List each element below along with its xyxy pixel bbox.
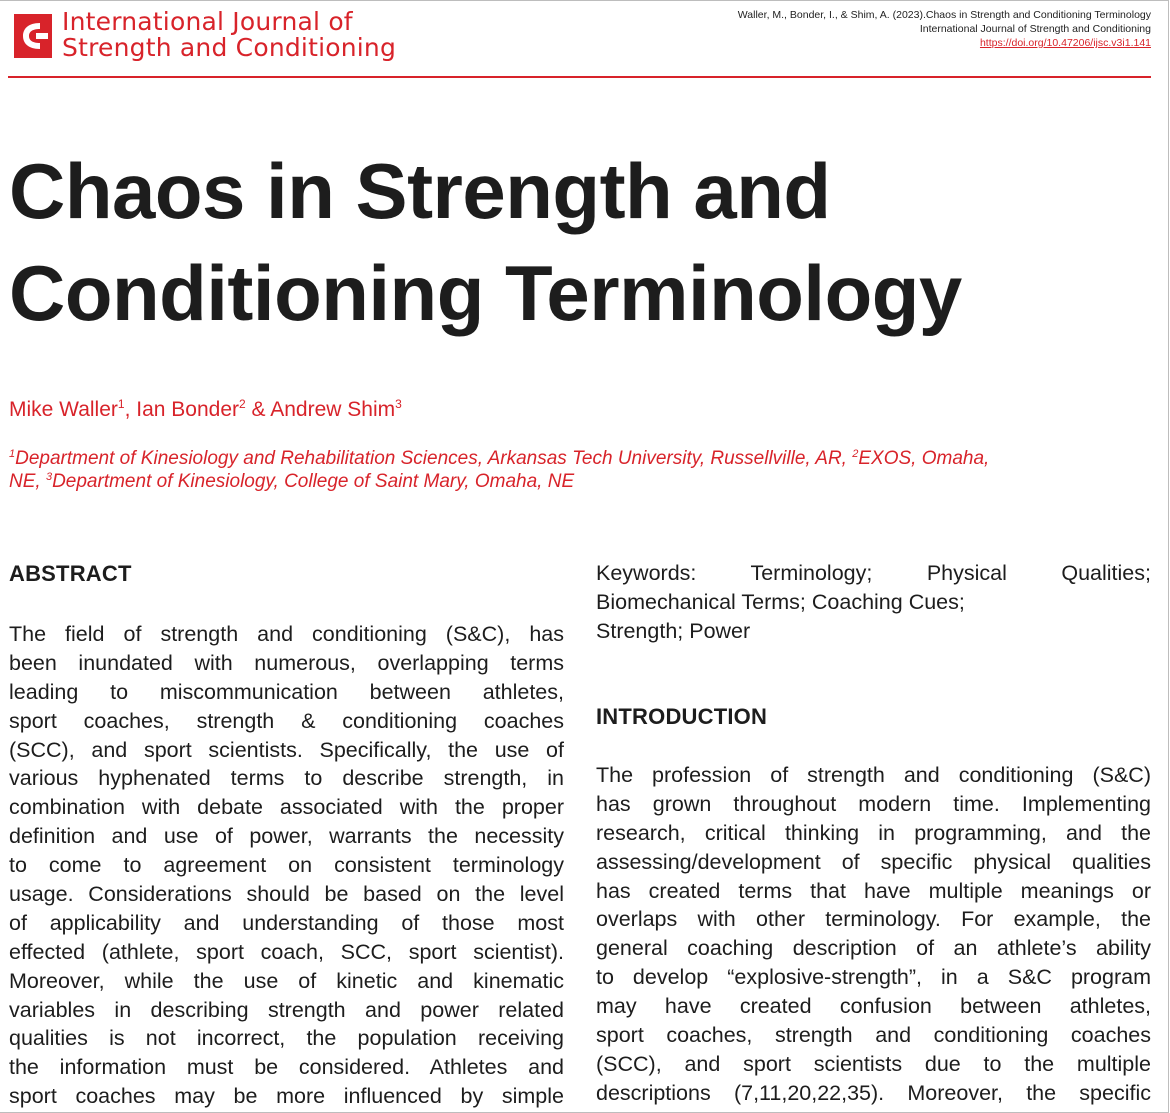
paragraph-line: variables in describing strength and power related — [9, 997, 564, 1022]
citation-block — [738, 8, 1151, 50]
paragraph-line: definition and use of power, warrants the necessity — [9, 824, 564, 849]
introduction-heading: INTRODUCTION — [596, 704, 768, 729]
journal-name-line1: International Journal of — [62, 7, 353, 36]
article-title — [9, 140, 962, 344]
paragraph-line: effected (athlete, sport coach, SCC, sport scientist). — [9, 939, 564, 964]
keywords-line3: Strength; Power — [596, 618, 751, 643]
author-separator: & — [245, 398, 271, 421]
paragraph-line: (SCC), and sport scientists. Specifically, the use of — [9, 737, 564, 762]
affiliation-mark: 1 — [9, 448, 16, 460]
keywords-block — [596, 559, 1151, 646]
author-list — [9, 396, 402, 424]
introduction-body — [596, 761, 1151, 1108]
paragraph-line: sport coaches, strength & conditioning coaches — [9, 708, 564, 733]
paragraph-line: to come to agreement on consistent terminology — [9, 853, 564, 878]
paragraph-line: The profession of strength and conditioning (S&C) — [596, 763, 1151, 787]
citation-line1: Waller, M., Bonder, I., & Shim, A. (2023).Chaos in Strength and Conditioning Terminology — [737, 9, 1151, 21]
paragraph-line: been inundated with numerous, overlapping terms — [9, 650, 564, 675]
paragraph-line: (SCC), and sport scientists due to the multiple — [596, 1051, 1151, 1076]
affiliation-text: EXOS, Omaha, — [858, 448, 990, 469]
paragraph-line: various hyphenated terms to describe strength, in — [9, 766, 564, 791]
affiliation-mark: 2 — [852, 448, 859, 460]
paragraph-line: overlaps with other terminology. For example, the — [596, 907, 1151, 932]
citation-line2: International Journal of Strength and Conditioning — [919, 23, 1151, 35]
paragraph-line: assessing/development of specific physical qualities — [596, 849, 1151, 874]
paragraph-line: descriptions (7,11,20,22,35). Moreover, the specific — [596, 1080, 1151, 1105]
author-name: Mike Waller — [9, 398, 118, 421]
paragraph-line: sport coaches, strength and conditioning coaches — [596, 1023, 1151, 1048]
affiliation-mark: 3 — [45, 471, 53, 483]
paragraph-line: has grown throughout modern time. Implementing — [596, 791, 1151, 816]
affiliations — [9, 447, 1149, 493]
affiliation-line2 — [9, 470, 1149, 493]
paragraph-line: The field of strength and conditioning (S&C), has — [9, 622, 564, 646]
author-name: Andrew Shim — [270, 398, 396, 421]
keywords-line2: Biomechanical Terms; Coaching Cues; — [596, 589, 965, 614]
author-name: Ian Bonder — [136, 398, 240, 421]
paragraph-line: sport coaches may be more influenced by simple — [9, 1084, 564, 1109]
journal-logo-icon — [14, 14, 52, 58]
keywords-list: Terminology; Physical Qualities; — [750, 561, 1151, 585]
abstract-body — [9, 620, 564, 1111]
paragraph-line: of applicability and understanding of those most — [9, 910, 564, 935]
paragraph-line: may have created confusion between athletes, — [596, 994, 1151, 1019]
paragraph-line: the information must be considered. Athletes and — [9, 1055, 564, 1080]
paragraph-line: combination with debate associated with the proper — [9, 795, 564, 820]
paragraph-line: has created terms that have multiple meanings or — [596, 878, 1151, 903]
affiliation-text: Department of Kinesiology, College of Saint Mary, Omaha, NE — [52, 471, 575, 492]
paragraph-line: to develop “explosive-strength”, in a S&C program — [596, 965, 1151, 990]
paragraph-line: general coaching description of an athlete’s ability — [596, 936, 1151, 961]
journal-name — [62, 9, 396, 61]
paragraph-line: leading to miscommunication between athletes, — [9, 679, 564, 704]
affiliation-line1 — [9, 447, 1149, 470]
paragraph-line: qualities is not incorrect, the population receiving — [9, 1026, 564, 1051]
keywords-line1 — [596, 559, 1151, 588]
abstract-heading: ABSTRACT — [9, 561, 132, 586]
author-affiliation-mark: 2 — [239, 397, 246, 411]
author-affiliation-mark: 3 — [395, 397, 402, 411]
paragraph-line: Moreover, while the use of kinetic and kinematic — [9, 968, 564, 993]
journal-name-line2: Strength and Conditioning — [62, 33, 397, 62]
affiliation-text: NE, — [9, 471, 46, 492]
doi-link[interactable]: https://doi.org/10.47206/ijsc.v3i1.141 — [979, 37, 1151, 49]
paragraph-line: usage. Considerations should be based on the level — [9, 882, 564, 907]
paragraph-line: research, critical thinking in programming, and the — [596, 820, 1151, 845]
author-separator: , — [124, 398, 137, 421]
header-divider — [8, 76, 1151, 78]
keywords-label: Keywords: — [596, 561, 697, 585]
author-affiliation-mark: 1 — [117, 397, 125, 411]
article-title-line2: Conditioning Terminology — [9, 249, 962, 337]
article-title-line1: Chaos in Strength and — [9, 147, 831, 235]
affiliation-text: Department of Kinesiology and Rehabilitation Sciences, Arkansas Tech University, Russellville, AR, — [15, 448, 853, 469]
